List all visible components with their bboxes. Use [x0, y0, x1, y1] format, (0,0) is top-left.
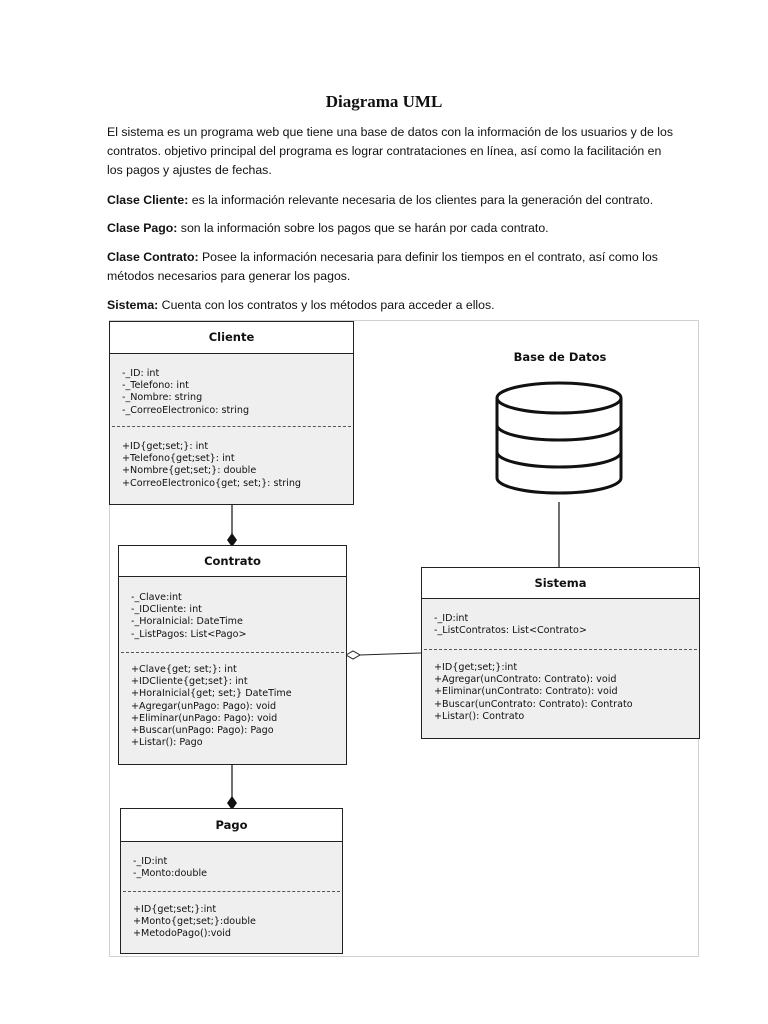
method: +HoraInicial{get; set;} DateTime — [131, 688, 292, 700]
paragraph-text: Posee la información necesaria para definir los tiempos en el contrato, así como los métodos necesarios para generar los pagos. — [107, 250, 658, 283]
method: +MetodoPago():void — [133, 928, 232, 940]
aggregation-line-contrato-sistema — [360, 653, 421, 655]
methods-section — [422, 650, 699, 723]
method: +Telefono{get;set}: int — [122, 453, 235, 465]
attribute: -_ListContratos: List<Contrato> — [434, 625, 587, 637]
class-pago — [120, 808, 343, 954]
attribute: -_ID:int — [434, 613, 469, 624]
method: +Listar(): Contrato — [434, 710, 525, 722]
method: +Monto{get;set;}:double — [133, 916, 256, 928]
class-cliente — [109, 321, 354, 505]
class-name: Contrato — [119, 546, 346, 577]
method: +Listar(): Pago — [131, 737, 203, 749]
paragraph-text: Cuenta con los contratos y los métodos para acceder a ellos. — [158, 298, 495, 312]
method: +Agregar(unContrato: Contrato): void — [434, 674, 617, 686]
paragraph-label: Sistema: — [107, 298, 159, 312]
paragraph-label: Clase Contrato: — [107, 250, 199, 264]
class-name: Cliente — [110, 322, 353, 354]
method: +Eliminar(unContrato: Contrato): void — [434, 686, 618, 698]
method: +Clave{get; set;}: int — [131, 664, 237, 675]
methods-section — [110, 427, 353, 490]
method: +Eliminar(unPago: Pago): void — [131, 712, 278, 724]
method: +ID{get;set;}:int — [434, 662, 518, 673]
class-contrato — [118, 545, 347, 765]
document-title: Diagrama UML — [325, 92, 443, 111]
attribute: -_Telefono: int — [122, 380, 189, 392]
method: +Agregar(unPago: Pago): void — [131, 700, 277, 712]
class-name: Sistema — [422, 568, 699, 599]
attribute: -_CorreoElectronico: string — [122, 404, 250, 416]
paragraph-label: Clase Cliente: — [107, 193, 189, 207]
attribute: -_IDCliente: int — [131, 604, 202, 616]
attribute: -_HoraInicial: DateTime — [131, 616, 243, 628]
attribute: -_ListPagos: List<Pago> — [131, 628, 247, 640]
attribute: -_Nombre: string — [122, 392, 203, 404]
method: +Nombre{get;set;}: double — [122, 465, 257, 477]
method: +ID{get;set;}: int — [122, 441, 209, 452]
method: +Buscar(unPago: Pago): Pago — [131, 725, 274, 737]
attribute: -_Clave:int — [131, 592, 182, 603]
attributes-section — [121, 842, 342, 891]
paragraph-label: Clase Pago: — [107, 221, 178, 235]
method: +IDCliente{get;set}: int — [131, 676, 248, 688]
method: +Buscar(unContrato: Contrato): Contrato — [434, 698, 633, 710]
aggregation-diamond-icon — [346, 651, 360, 659]
paragraph-text: son la información sobre los pagos que se harán por cada contrato. — [177, 221, 549, 235]
attribute: -_Monto:double — [133, 868, 208, 880]
methods-section — [121, 892, 342, 941]
paragraph-text: es la información relevante necesaria de los clientes para la generación del contrato. — [188, 193, 654, 207]
attribute: -_ID: int — [122, 368, 160, 379]
attribute: -_ID:int — [133, 856, 168, 867]
attributes-section — [119, 577, 346, 652]
intro-paragraph: El sistema es un programa web que tiene una base de datos con la información de los usuarios y de los contratos. objetivo principal del programa es lograr contrataciones en línea, así como la facilitación en los pagos y ajustes de fechas. — [107, 125, 673, 177]
database-icon — [497, 383, 621, 493]
method: +CorreoElectronico{get; set;}: string — [122, 477, 302, 489]
method: +ID{get;set;}:int — [133, 904, 217, 915]
attributes-section — [110, 354, 353, 426]
database-label: Base de Datos — [513, 350, 607, 364]
class-name: Pago — [121, 809, 342, 842]
attributes-section — [422, 599, 699, 649]
methods-section — [119, 653, 346, 749]
class-sistema — [421, 567, 700, 739]
